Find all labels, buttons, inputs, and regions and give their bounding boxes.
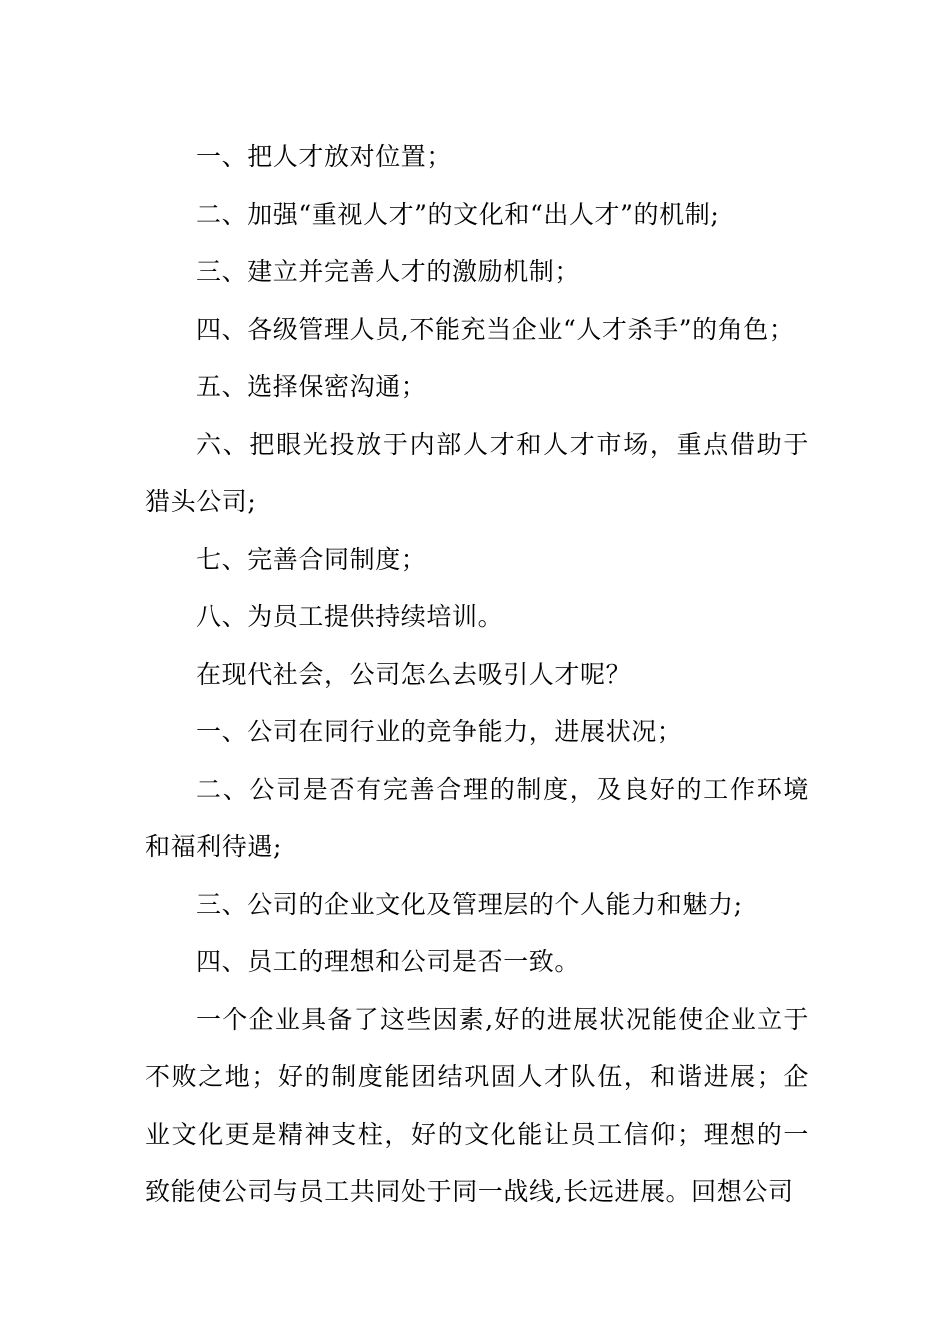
paragraph-confidential-communication: 五、选择保密沟通； <box>196 372 427 401</box>
paragraph-shared-ideals: 四、员工的理想和公司是否一致。 <box>196 947 581 976</box>
paragraph-attract-question: 在现代社会，公司怎么去吸引人才呢？ <box>196 659 632 689</box>
paragraph-training: 八、为员工提供持续培训。 <box>196 602 504 631</box>
paragraph-talent-culture: 二、加强“重视人才”的文化和“出人才”的机制; <box>196 199 720 229</box>
paragraph-talent-placement: 一、把人才放对位置； <box>196 142 453 171</box>
paragraph-contract-system: 七、完善合同制度； <box>196 544 427 574</box>
paragraph-system-benefits: 二、公司是否有完善合理的制度，及良好的工作环境和福利待遇; <box>145 774 809 861</box>
paragraph-competitiveness: 一、公司在同行业的竞争能力，进展状况； <box>196 717 683 746</box>
paragraph-conclusion: 一个企业具备了这些因素,好的进展状况能使企业立于不败之地；好的制度能团结巩固人才队伍，和谐进展；企业文化更是精神支柱，好的文化能让员工信仰；理想的一致能使公司与员工共同处于同一战线,长远进展。回想公司 <box>145 1004 809 1206</box>
paragraph-managers-role: 四、各级管理人员,不能充当企业“人才杀手”的角色； <box>196 314 795 344</box>
paragraph-talent-market: 六、把眼光投放于内部人才和人才市场，重点借助于猎头公司; <box>145 429 809 516</box>
document-body <box>145 128 809 1221</box>
paragraph-corporate-culture: 三、公司的企业文化及管理层的个人能力和魅力; <box>196 889 743 919</box>
paragraph-incentive-mechanism: 三、建立并完善人才的激励机制； <box>196 257 581 286</box>
